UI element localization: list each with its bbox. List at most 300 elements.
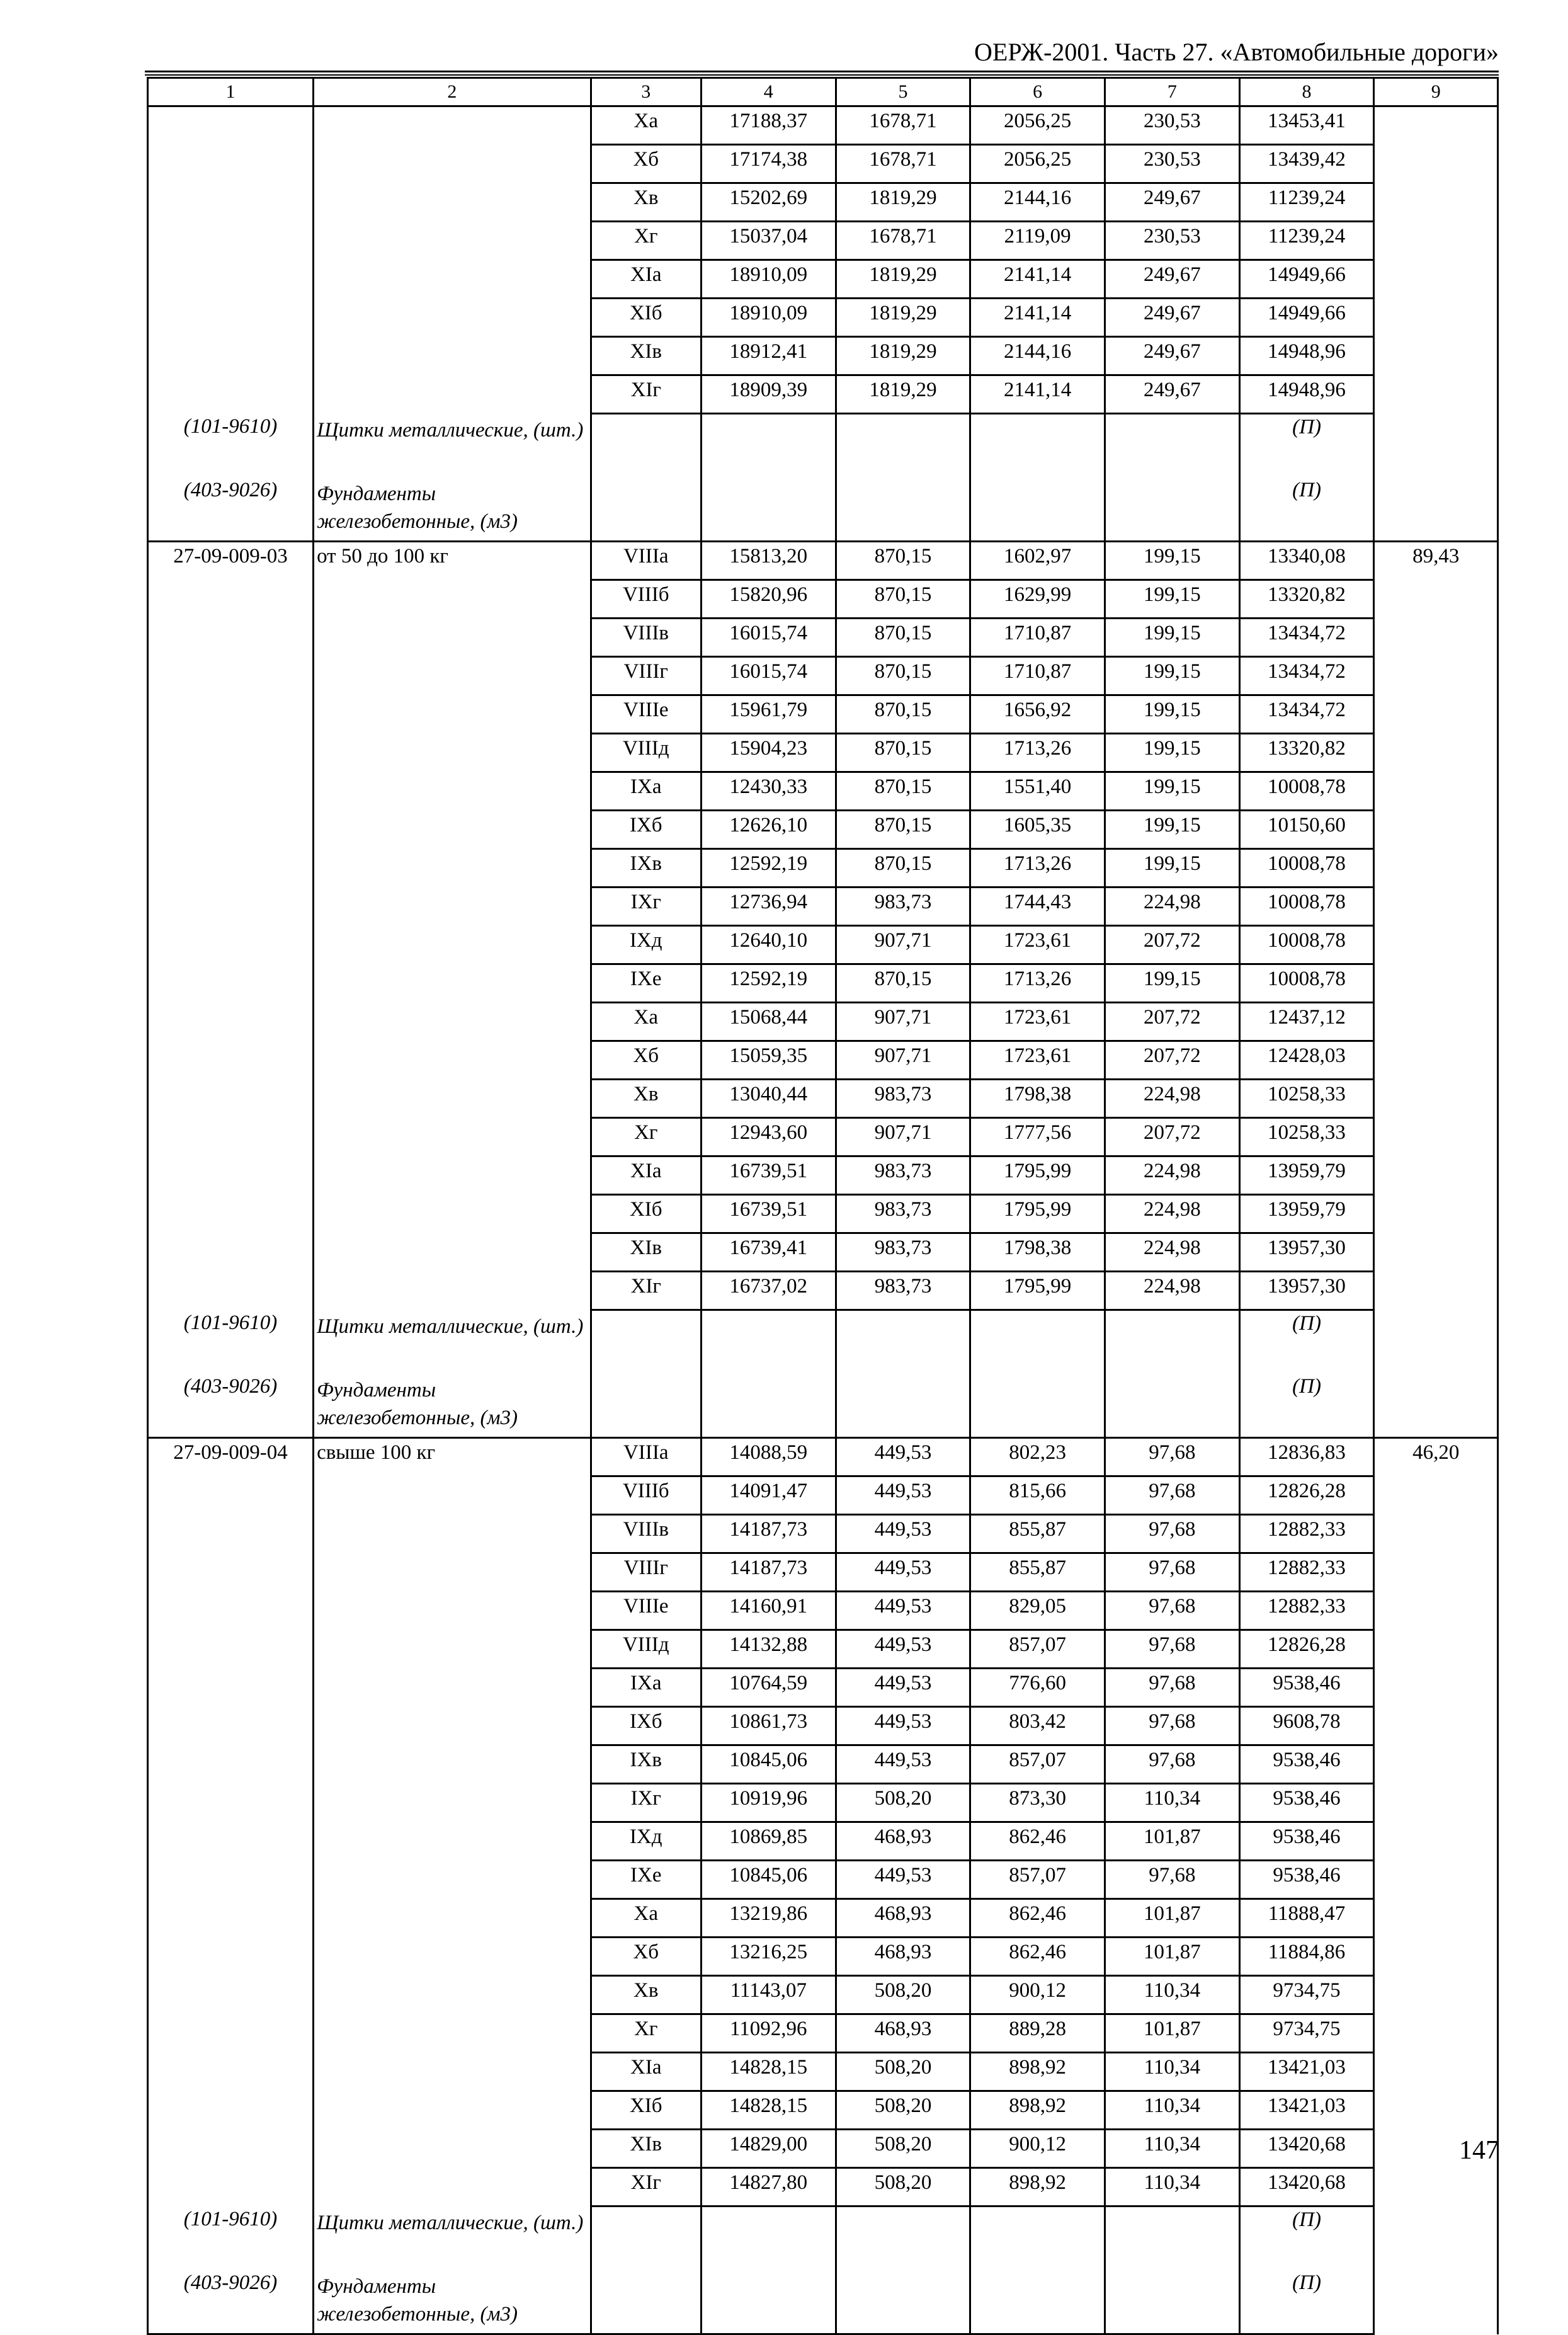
value-cell: 10150,60 (1239, 811, 1374, 849)
value-cell: 10845,06 (701, 1861, 836, 1899)
zone-cell: VIIIд (591, 1630, 701, 1669)
value-cell: 12882,33 (1239, 1515, 1374, 1553)
value-cell: 907,71 (836, 926, 970, 964)
zone-cell: VIIIг (591, 657, 701, 695)
empty-cell (701, 2270, 836, 2334)
value-cell: 449,53 (836, 1515, 970, 1553)
value-cell: 11239,24 (1239, 222, 1374, 260)
value-cell: 898,92 (970, 2168, 1105, 2207)
value-cell: 199,15 (1105, 811, 1240, 849)
value-cell: 1777,56 (970, 1118, 1105, 1156)
value-cell: 110,34 (1105, 2168, 1240, 2207)
value-cell: 870,15 (836, 734, 970, 772)
value-cell: 449,53 (836, 1745, 970, 1784)
value-cell: 9538,46 (1239, 1784, 1374, 1822)
zone-cell: VIIIе (591, 1592, 701, 1630)
value-cell: 1605,35 (970, 811, 1105, 849)
value-cell: 2056,25 (970, 145, 1105, 183)
value-cell: 249,67 (1105, 260, 1240, 299)
value-cell: 101,87 (1105, 2014, 1240, 2053)
value-cell: 10861,73 (701, 1707, 836, 1745)
resource-name-text: Щитки металлические, (шт.) (317, 418, 584, 442)
value-cell: 870,15 (836, 811, 970, 849)
resource-row (148, 477, 1498, 542)
value-cell: 17174,38 (701, 145, 836, 183)
resource-row (148, 414, 1498, 478)
zone-cell: VIIIг (591, 1553, 701, 1592)
value-cell: 13320,82 (1239, 734, 1374, 772)
value-cell: 815,66 (970, 1476, 1105, 1515)
resource-col8: (П) (1239, 477, 1374, 542)
value-cell: 803,42 (970, 1707, 1105, 1745)
value-cell: 199,15 (1105, 657, 1240, 695)
empty-cell (591, 1310, 701, 1374)
value-cell: 224,98 (1105, 1195, 1240, 1233)
value-cell: 857,07 (970, 1630, 1105, 1669)
empty-cell (701, 2207, 836, 2271)
empty-cell (591, 414, 701, 478)
value-cell: 10764,59 (701, 1669, 836, 1707)
value-cell: 13959,79 (1239, 1156, 1374, 1195)
empty-cell (836, 1310, 970, 1374)
value-cell: 14828,15 (701, 2091, 836, 2130)
rates-table (147, 77, 1499, 2335)
column-number: 7 (1105, 78, 1240, 106)
zone-cell: Xв (591, 1080, 701, 1118)
value-cell: 224,98 (1105, 1272, 1240, 1310)
value-cell: 15037,04 (701, 222, 836, 260)
resource-name-text: Щитки металлические, (шт.) (317, 1315, 584, 1338)
value-cell: 855,87 (970, 1515, 1105, 1553)
value-cell: 18910,09 (701, 299, 836, 337)
column-number: 9 (1374, 78, 1498, 106)
zone-cell: XIб (591, 1195, 701, 1233)
value-cell: 230,53 (1105, 222, 1240, 260)
value-cell: 2119,09 (970, 222, 1105, 260)
value-cell: 907,71 (836, 1118, 970, 1156)
value-cell: 207,72 (1105, 1003, 1240, 1041)
zone-cell: IXб (591, 811, 701, 849)
value-cell: 870,15 (836, 542, 970, 580)
value-cell: 199,15 (1105, 849, 1240, 888)
resource-name-text: Фундаменты железобетонные, (м3) (317, 2275, 518, 2326)
value-cell: 97,68 (1105, 1476, 1240, 1515)
value-cell: 9734,75 (1239, 2014, 1374, 2053)
value-cell: 1819,29 (836, 299, 970, 337)
empty-cell (836, 2270, 970, 2334)
value-cell: 11092,96 (701, 2014, 836, 2053)
value-cell: 983,73 (836, 1080, 970, 1118)
value-cell: 983,73 (836, 1233, 970, 1272)
value-cell: 16737,02 (701, 1272, 836, 1310)
value-cell: 199,15 (1105, 580, 1240, 619)
value-cell: 12626,10 (701, 811, 836, 849)
value-cell: 249,67 (1105, 183, 1240, 222)
value-cell: 224,98 (1105, 1080, 1240, 1118)
empty-cell (1105, 1310, 1240, 1374)
value-cell: 449,53 (836, 1592, 970, 1630)
rate-code: 27-09-009-04 (148, 1438, 314, 2207)
resource-name-text: Щитки металлические, (шт.) (317, 2211, 584, 2234)
value-cell: 870,15 (836, 964, 970, 1003)
value-cell: 10008,78 (1239, 772, 1374, 811)
empty-cell (970, 2207, 1105, 2271)
value-cell: 13957,30 (1239, 1233, 1374, 1272)
value-cell: 907,71 (836, 1003, 970, 1041)
value-cell: 14949,66 (1239, 299, 1374, 337)
value-cell: 15820,96 (701, 580, 836, 619)
zone-cell: IXв (591, 1745, 701, 1784)
value-cell: 10008,78 (1239, 964, 1374, 1003)
value-cell: 1795,99 (970, 1195, 1105, 1233)
value-cell: 898,92 (970, 2053, 1105, 2091)
value-cell: 9538,46 (1239, 1861, 1374, 1899)
resource-name (314, 2270, 591, 2334)
resource-code: (101-9610) (148, 2207, 314, 2271)
resource-name (314, 1374, 591, 1438)
value-cell: 900,12 (970, 1976, 1105, 2014)
empty-cell (836, 477, 970, 542)
zone-cell: Xб (591, 145, 701, 183)
rate-name (314, 106, 591, 414)
value-cell: 9538,46 (1239, 1822, 1374, 1861)
value-cell: 199,15 (1105, 695, 1240, 734)
column-number: 5 (836, 78, 970, 106)
value-cell: 14948,96 (1239, 375, 1374, 414)
value-cell: 16739,51 (701, 1156, 836, 1195)
col9-value: 89,43 (1374, 542, 1498, 1438)
value-cell: 2141,14 (970, 299, 1105, 337)
value-cell: 97,68 (1105, 1707, 1240, 1745)
value-cell: 249,67 (1105, 299, 1240, 337)
resource-name (314, 2207, 591, 2271)
resource-code: (403-9026) (148, 477, 314, 542)
column-number-row (148, 78, 1498, 106)
value-cell: 13219,86 (701, 1899, 836, 1938)
value-cell: 207,72 (1105, 926, 1240, 964)
value-cell: 14949,66 (1239, 260, 1374, 299)
value-cell: 11239,24 (1239, 183, 1374, 222)
value-cell: 1710,87 (970, 657, 1105, 695)
value-cell: 15202,69 (701, 183, 836, 222)
value-cell: 1629,99 (970, 580, 1105, 619)
value-cell: 12826,28 (1239, 1630, 1374, 1669)
empty-cell (591, 2207, 701, 2271)
zone-cell: XIа (591, 260, 701, 299)
value-cell: 1723,61 (970, 1003, 1105, 1041)
value-cell: 1723,61 (970, 926, 1105, 964)
value-cell: 9538,46 (1239, 1669, 1374, 1707)
value-cell: 508,20 (836, 2168, 970, 2207)
value-cell: 1795,99 (970, 1156, 1105, 1195)
value-cell: 14827,80 (701, 2168, 836, 2207)
value-cell: 1819,29 (836, 260, 970, 299)
value-cell: 13421,03 (1239, 2091, 1374, 2130)
value-cell: 13439,42 (1239, 145, 1374, 183)
rate-code: 27-09-009-03 (148, 542, 314, 1310)
value-cell: 15068,44 (701, 1003, 836, 1041)
table-row (148, 1438, 1498, 1476)
value-cell: 15059,35 (701, 1041, 836, 1080)
empty-cell (591, 477, 701, 542)
zone-cell: Xб (591, 1938, 701, 1976)
empty-cell (836, 2207, 970, 2271)
value-cell: 207,72 (1105, 1118, 1240, 1156)
zone-cell: XIв (591, 1233, 701, 1272)
value-cell: 199,15 (1105, 734, 1240, 772)
zone-cell: Xб (591, 1041, 701, 1080)
empty-cell (591, 2270, 701, 2334)
value-cell: 870,15 (836, 849, 970, 888)
value-cell: 829,05 (970, 1592, 1105, 1630)
value-cell: 15961,79 (701, 695, 836, 734)
value-cell: 468,93 (836, 1822, 970, 1861)
value-cell: 12428,03 (1239, 1041, 1374, 1080)
value-cell: 10845,06 (701, 1745, 836, 1784)
value-cell: 97,68 (1105, 1861, 1240, 1899)
value-cell: 12826,28 (1239, 1476, 1374, 1515)
value-cell: 449,53 (836, 1630, 970, 1669)
zone-cell: IXг (591, 1784, 701, 1822)
resource-name-text: Фундаменты железобетонные, (м3) (317, 1379, 518, 1429)
empty-cell (970, 414, 1105, 478)
value-cell: 12836,83 (1239, 1438, 1374, 1476)
value-cell: 870,15 (836, 772, 970, 811)
value-cell: 1713,26 (970, 964, 1105, 1003)
rate-name: от 50 до 100 кг (314, 542, 591, 1310)
value-cell: 449,53 (836, 1476, 970, 1515)
value-cell: 855,87 (970, 1553, 1105, 1592)
header-rule-thin (145, 74, 1499, 76)
value-cell: 449,53 (836, 1707, 970, 1745)
resource-code: (403-9026) (148, 1374, 314, 1438)
value-cell: 110,34 (1105, 1784, 1240, 1822)
value-cell: 224,98 (1105, 1156, 1240, 1195)
value-cell: 1819,29 (836, 337, 970, 375)
resource-code: (403-9026) (148, 2270, 314, 2334)
resource-name (314, 414, 591, 478)
empty-cell (701, 414, 836, 478)
zone-cell: Xв (591, 1976, 701, 2014)
value-cell: 13434,72 (1239, 619, 1374, 657)
value-cell: 18910,09 (701, 260, 836, 299)
rate-name: свыше 100 кг (314, 1438, 591, 2207)
value-cell: 862,46 (970, 1938, 1105, 1976)
zone-cell: XIг (591, 1272, 701, 1310)
zone-cell: Xв (591, 183, 701, 222)
value-cell: 13320,82 (1239, 580, 1374, 619)
value-cell: 1798,38 (970, 1233, 1105, 1272)
value-cell: 16739,51 (701, 1195, 836, 1233)
value-cell: 101,87 (1105, 1822, 1240, 1861)
value-cell: 10008,78 (1239, 888, 1374, 926)
zone-cell: VIIIв (591, 619, 701, 657)
column-number: 3 (591, 78, 701, 106)
value-cell: 13420,68 (1239, 2130, 1374, 2168)
value-cell: 1713,26 (970, 734, 1105, 772)
value-cell: 508,20 (836, 1784, 970, 1822)
value-cell: 508,20 (836, 1976, 970, 2014)
value-cell: 907,71 (836, 1041, 970, 1080)
zone-cell: IXе (591, 964, 701, 1003)
value-cell: 10258,33 (1239, 1118, 1374, 1156)
value-cell: 14829,00 (701, 2130, 836, 2168)
zone-cell: XIа (591, 1156, 701, 1195)
value-cell: 15813,20 (701, 542, 836, 580)
zone-cell: Xа (591, 1003, 701, 1041)
empty-cell (970, 477, 1105, 542)
value-cell: 16015,74 (701, 657, 836, 695)
value-cell: 14187,73 (701, 1515, 836, 1553)
value-cell: 1798,38 (970, 1080, 1105, 1118)
value-cell: 12882,33 (1239, 1592, 1374, 1630)
value-cell: 1602,97 (970, 542, 1105, 580)
resource-name-text: Фундаменты железобетонные, (м3) (317, 482, 518, 533)
zone-cell: Xа (591, 106, 701, 145)
zone-cell: IXв (591, 849, 701, 888)
value-cell: 870,15 (836, 695, 970, 734)
resource-code: (101-9610) (148, 414, 314, 478)
value-cell: 776,60 (970, 1669, 1105, 1707)
value-cell: 16015,74 (701, 619, 836, 657)
rate-code (148, 106, 314, 414)
value-cell: 14088,59 (701, 1438, 836, 1476)
empty-cell (1105, 414, 1240, 478)
col9-value: 46,20 (1374, 1438, 1498, 2334)
value-cell: 14132,88 (701, 1630, 836, 1669)
value-cell: 12592,19 (701, 849, 836, 888)
value-cell: 1723,61 (970, 1041, 1105, 1080)
value-cell: 983,73 (836, 888, 970, 926)
zone-cell: IXб (591, 1707, 701, 1745)
value-cell: 18909,39 (701, 375, 836, 414)
zone-cell: XIв (591, 337, 701, 375)
empty-cell (1105, 2207, 1240, 2271)
zone-cell: IXд (591, 1822, 701, 1861)
value-cell: 14828,15 (701, 2053, 836, 2091)
value-cell: 13453,41 (1239, 106, 1374, 145)
resource-col8: (П) (1239, 414, 1374, 478)
value-cell: 9538,46 (1239, 1745, 1374, 1784)
resource-col8: (П) (1239, 1374, 1374, 1438)
value-cell: 870,15 (836, 657, 970, 695)
zone-cell: VIIIа (591, 542, 701, 580)
empty-cell (1105, 477, 1240, 542)
value-cell: 110,34 (1105, 2053, 1240, 2091)
value-cell: 1713,26 (970, 849, 1105, 888)
value-cell: 97,68 (1105, 1553, 1240, 1592)
zone-cell: VIIIа (591, 1438, 701, 1476)
column-number: 6 (970, 78, 1105, 106)
value-cell: 13040,44 (701, 1080, 836, 1118)
value-cell: 249,67 (1105, 337, 1240, 375)
value-cell: 857,07 (970, 1745, 1105, 1784)
value-cell: 18912,41 (701, 337, 836, 375)
value-cell: 1819,29 (836, 183, 970, 222)
value-cell: 14948,96 (1239, 337, 1374, 375)
value-cell: 508,20 (836, 2130, 970, 2168)
zone-cell: Xг (591, 1118, 701, 1156)
value-cell: 97,68 (1105, 1669, 1240, 1707)
value-cell: 873,30 (970, 1784, 1105, 1822)
value-cell: 898,92 (970, 2091, 1105, 2130)
resource-name (314, 1310, 591, 1374)
value-cell: 2141,14 (970, 375, 1105, 414)
empty-cell (1105, 1374, 1240, 1438)
value-cell: 862,46 (970, 1899, 1105, 1938)
zone-cell: VIIIв (591, 1515, 701, 1553)
value-cell: 862,46 (970, 1822, 1105, 1861)
value-cell: 11143,07 (701, 1976, 836, 2014)
column-number: 8 (1239, 78, 1374, 106)
value-cell: 12430,33 (701, 772, 836, 811)
empty-cell (836, 414, 970, 478)
value-cell: 199,15 (1105, 542, 1240, 580)
value-cell: 468,93 (836, 1938, 970, 1976)
header-rule (145, 71, 1499, 72)
resource-col8: (П) (1239, 1310, 1374, 1374)
value-cell: 12943,60 (701, 1118, 836, 1156)
value-cell: 449,53 (836, 1438, 970, 1476)
value-cell: 12437,12 (1239, 1003, 1374, 1041)
value-cell: 16739,41 (701, 1233, 836, 1272)
value-cell: 13420,68 (1239, 2168, 1374, 2207)
column-number: 4 (701, 78, 836, 106)
value-cell: 13216,25 (701, 1938, 836, 1976)
empty-cell (836, 1374, 970, 1438)
value-cell: 199,15 (1105, 619, 1240, 657)
value-cell: 15904,23 (701, 734, 836, 772)
value-cell: 97,68 (1105, 1630, 1240, 1669)
table-row (148, 542, 1498, 580)
page-header-title: ОЕРЖ-2001. Часть 27. «Автомобильные дороги» (974, 38, 1499, 66)
value-cell: 224,98 (1105, 1233, 1240, 1272)
value-cell: 10008,78 (1239, 926, 1374, 964)
value-cell: 101,87 (1105, 1938, 1240, 1976)
resource-col8: (П) (1239, 2270, 1374, 2334)
resource-row (148, 1310, 1498, 1374)
value-cell: 249,67 (1105, 375, 1240, 414)
table-row (148, 106, 1498, 145)
resource-code: (101-9610) (148, 1310, 314, 1374)
value-cell: 857,07 (970, 1861, 1105, 1899)
value-cell: 1819,29 (836, 375, 970, 414)
empty-cell (701, 477, 836, 542)
zone-cell: XIа (591, 2053, 701, 2091)
zone-cell: IXг (591, 888, 701, 926)
value-cell: 12640,10 (701, 926, 836, 964)
empty-cell (701, 1374, 836, 1438)
value-cell: 468,93 (836, 2014, 970, 2053)
value-cell: 11888,47 (1239, 1899, 1374, 1938)
value-cell: 97,68 (1105, 1438, 1240, 1476)
value-cell: 12736,94 (701, 888, 836, 926)
page-number: 147 (1459, 2136, 1499, 2165)
value-cell: 13434,72 (1239, 657, 1374, 695)
value-cell: 508,20 (836, 2091, 970, 2130)
zone-cell: XIб (591, 299, 701, 337)
value-cell: 983,73 (836, 1272, 970, 1310)
value-cell: 13959,79 (1239, 1195, 1374, 1233)
value-cell: 97,68 (1105, 1745, 1240, 1784)
value-cell: 449,53 (836, 1553, 970, 1592)
value-cell: 983,73 (836, 1156, 970, 1195)
value-cell: 97,68 (1105, 1515, 1240, 1553)
value-cell: 13421,03 (1239, 2053, 1374, 2091)
empty-cell (970, 1374, 1105, 1438)
value-cell: 110,34 (1105, 2091, 1240, 2130)
empty-cell (591, 1374, 701, 1438)
